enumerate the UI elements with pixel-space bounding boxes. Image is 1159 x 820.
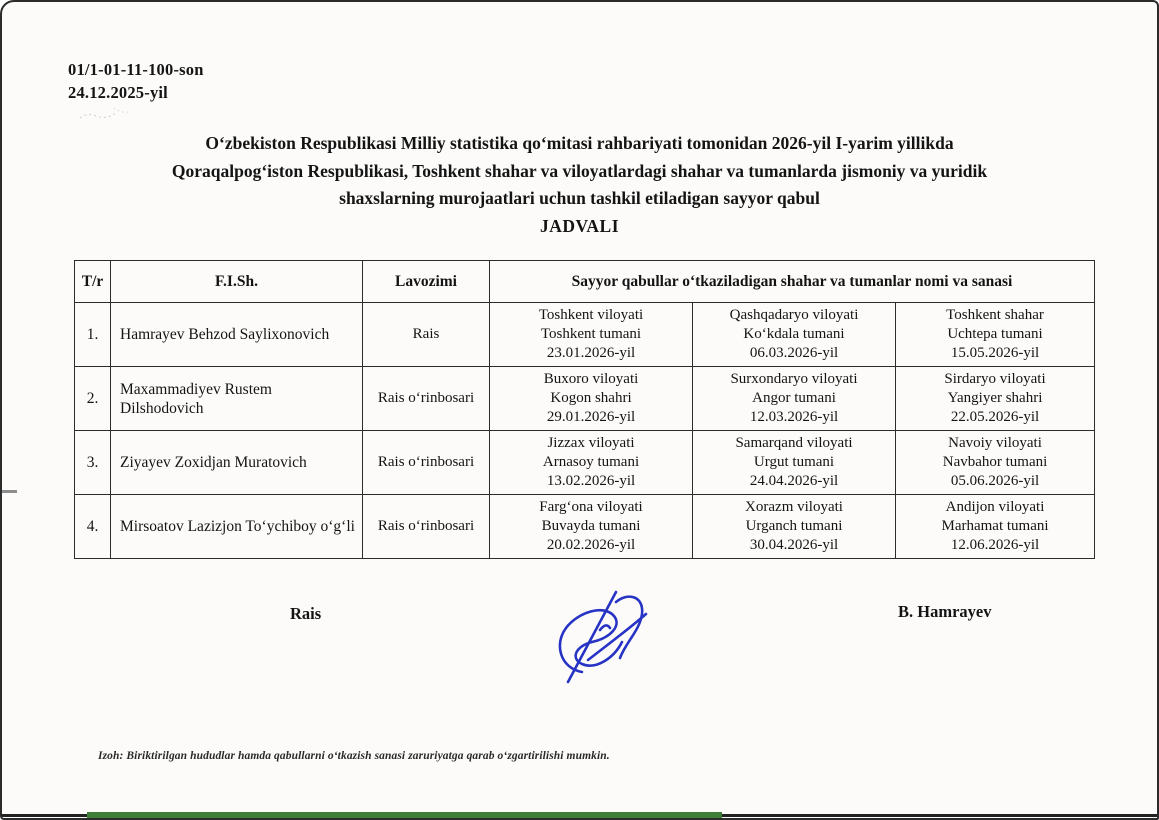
signer-name: B. Hamrayev xyxy=(898,602,992,621)
table-header-row xyxy=(75,261,1095,303)
table-row xyxy=(75,303,1095,367)
person-position: Rais oʻrinbosari xyxy=(363,367,490,431)
column-header-lavozimi: Lavozimi xyxy=(363,261,490,303)
visit-cell: Samarqand viloyati Urgut tumani 24.04.2026-yil xyxy=(693,431,896,495)
scan-bottom-green-strip xyxy=(87,812,722,818)
person-name: Mirsoatov Lazizjon Toʻychiboy oʻgʻli xyxy=(111,495,363,559)
table-row xyxy=(75,431,1095,495)
column-header-tr: T/r xyxy=(75,261,111,303)
row-number: 2. xyxy=(75,367,111,431)
person-position: Rais xyxy=(363,303,490,367)
document-title xyxy=(52,130,1107,240)
schedule-table xyxy=(74,260,1095,559)
row-number: 4. xyxy=(75,495,111,559)
person-position: Rais oʻrinbosari xyxy=(363,495,490,559)
handwritten-signature xyxy=(530,584,670,688)
visit-cell: Toshkent shahar Uchtepa tumani 15.05.2026-yil xyxy=(896,303,1095,367)
column-header-fish: F.I.Sh. xyxy=(111,261,363,303)
pencil-scribble-artifact xyxy=(74,100,194,126)
visit-cell: Qashqadaryo viloyati Koʻkdala tumani 06.03.2026-yil xyxy=(693,303,896,367)
title-line-2: Qoraqalpogʻiston Respublikasi, Toshkent shahar va viloyatlardagi shahar va tumanlarda jismoniy va yuridik xyxy=(171,160,988,181)
visit-cell: Xorazm viloyati Urganch tumani 30.04.2026-yil xyxy=(693,495,896,559)
table-row xyxy=(75,495,1095,559)
visit-cell: Surxondaryo viloyati Angor tumani 12.03.2026-yil xyxy=(693,367,896,431)
table-row xyxy=(75,367,1095,431)
person-name: Ziyayev Zoxidjan Muratovich xyxy=(111,431,363,495)
person-name: Hamrayev Behzod Saylixonovich xyxy=(111,303,363,367)
title-line-1: Oʻzbekiston Respublikasi Milliy statistika qoʻmitasi rahbariyati tomonidan 2026-yil I-yarim yillikda xyxy=(205,133,954,153)
visit-cell: Fargʻona viloyati Buvayda tumani 20.02.2026-yil xyxy=(490,495,693,559)
column-header-visits: Sayyor qabullar oʻtkaziladigan shahar va tumanlar nomi va sanasi xyxy=(490,261,1095,303)
person-position: Rais oʻrinbosari xyxy=(363,431,490,495)
footnote: Izoh: Biriktirilgan hududlar hamda qabullarni oʻtkazish sanasi zaruriyatga qarab oʻzgartirilishi mumkin. xyxy=(98,750,610,762)
visit-cell: Jizzax viloyati Arnasoy tumani 13.02.2026-yil xyxy=(490,431,693,495)
row-number: 1. xyxy=(75,303,111,367)
document-date: 24.12.2025-yil xyxy=(68,83,168,102)
title-jadvali: JADVALI xyxy=(539,215,620,236)
visit-cell: Toshkent viloyati Toshkent tumani 23.01.2026-yil xyxy=(490,303,693,367)
visit-cell: Andijon viloyati Marhamat tumani 12.06.2026-yil xyxy=(896,495,1095,559)
document-registration-block xyxy=(68,58,204,104)
row-number: 3. xyxy=(75,431,111,495)
document-number: 01/1-01-11-100-son xyxy=(68,60,204,79)
visit-cell: Sirdaryo viloyati Yangiyer shahri 22.05.2026-yil xyxy=(896,367,1095,431)
signer-position-label: Rais xyxy=(290,604,322,623)
visit-cell: Navoiy viloyati Navbahor tumani 05.06.2026-yil xyxy=(896,431,1095,495)
title-line-3: shaxslarning murojaatlari uchun tashkil etiladigan sayyor qabul xyxy=(339,188,820,208)
visit-cell: Buxoro viloyati Kogon shahri 29.01.2026-yil xyxy=(490,367,693,431)
person-name: Maxammadiyev Rustem Dilshodovich xyxy=(111,367,363,431)
scan-edge-mark xyxy=(2,490,17,493)
